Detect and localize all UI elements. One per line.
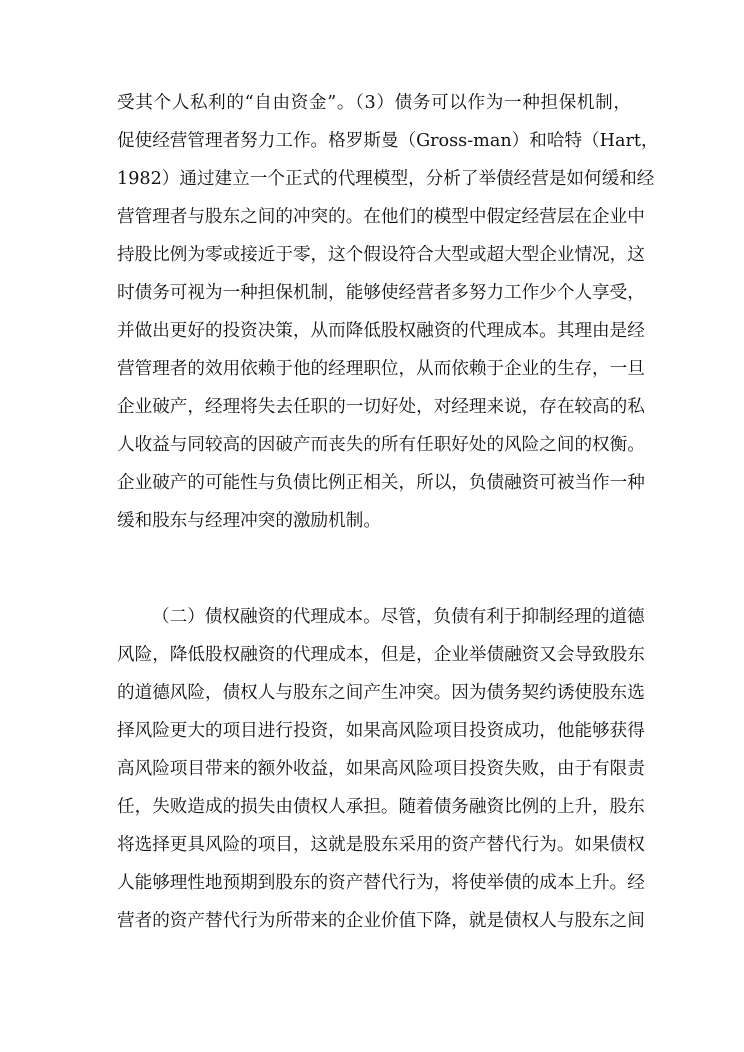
text-line: 的道德风险，债权人与股东之间产生冲突。因为债务契约诱使股东选 xyxy=(117,683,645,703)
text-line: 并做出更好的投资决策，从而降低股权融资的代理成本。其理由是经 xyxy=(117,321,645,341)
text-line: 企业破产，经理将失去任职的一切好处，对经理来说，存在较高的私 xyxy=(117,397,645,417)
text-line: 任，失败造成的损失由债权人承担。随着债务融资比例的上升，股东 xyxy=(117,797,645,817)
text-line: （二）债权融资的代理成本。尽管，负债有利于抑制经理的道德 xyxy=(152,607,645,627)
text-line: 缓和股东与经理冲突的激励机制。 xyxy=(117,511,381,531)
text-line: 将选择更具风险的项目，这就是股东采用的资产替代行为。如果债权 xyxy=(117,835,645,855)
text-line: 受其个人私利的“自由资金”。（3）债务可以作为一种担保机制， xyxy=(117,93,631,113)
text-line: 1982）通过建立一个正式的代理模型，分析了举债经营是如何缓和经 xyxy=(117,169,655,189)
text-line: 高风险项目带来的额外收益，如果高风险项目投资失败，由于有限责 xyxy=(117,759,645,779)
text-line: 持股比例为零或接近于零，这个假设符合大型或超大型企业情况，这 xyxy=(117,245,645,265)
text-line: 择风险更大的项目进行投资，如果高风险项目投资成功，他能够获得 xyxy=(117,721,645,741)
text-line: 时债务可视为一种担保机制，能够使经营者多努力工作少个人享受， xyxy=(117,283,645,303)
text-line: 营者的资产替代行为所带来的企业价值下降，就是债权人与股东之间 xyxy=(117,911,645,931)
text-line: 促使经营管理者努力工作。格罗斯曼（Gross-man）和哈特（Hart， xyxy=(117,131,659,151)
text-line: 人能够理性地预期到股东的资产替代行为，将使举债的成本上升。经 xyxy=(117,873,645,893)
text-line: 人收益与同较高的因破产而丧失的所有任职好处的风险之间的权衡。 xyxy=(117,435,645,455)
text-line: 企业破产的可能性与负债比例正相关，所以，负债融资可被当作一种 xyxy=(117,473,645,493)
text-line: 营管理者的效用依赖于他的经理职位，从而依赖于企业的生存，一旦 xyxy=(117,359,645,379)
text-line: 营管理者与股东之间的冲突的。在他们的模型中假定经营层在企业中 xyxy=(117,207,645,227)
text-line: 风险，降低股权融资的代理成本，但是，企业举债融资又会导致股东 xyxy=(117,645,645,665)
